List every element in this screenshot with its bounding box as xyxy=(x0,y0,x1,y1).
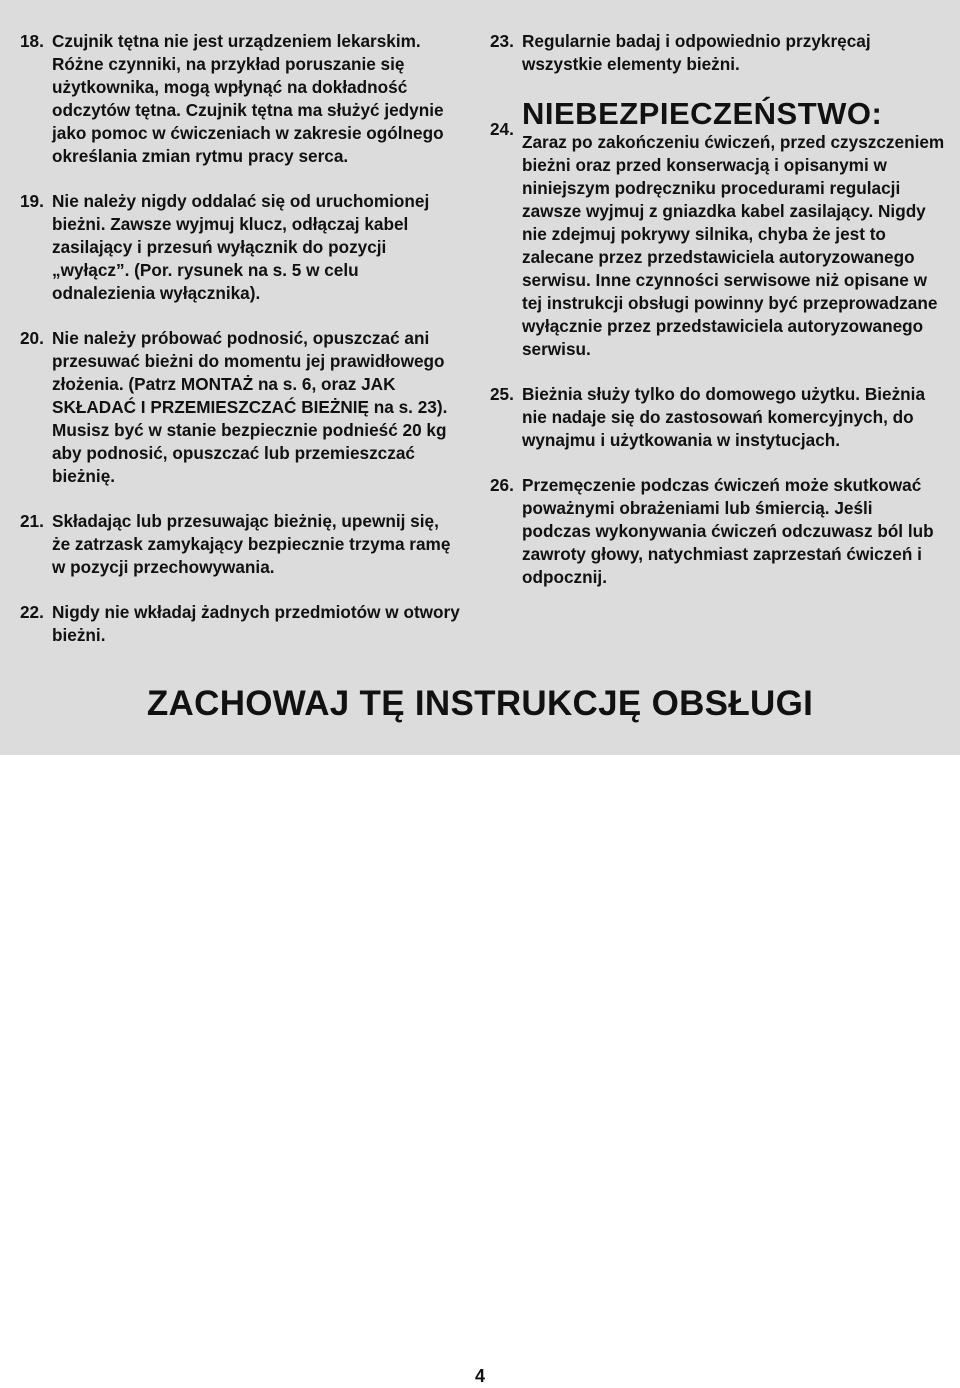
list-item xyxy=(490,474,945,589)
item-number: 26. xyxy=(490,475,514,495)
right-column xyxy=(490,30,945,611)
item-number: 21. xyxy=(20,511,44,531)
item-number: 24. xyxy=(490,119,514,139)
item-text: Zaraz po zakończeniu ćwiczeń, przed czyszczeniem bieżni oraz przed konserwacją i opisanymi w niniejszym podręczniku procedurami regulacji zawsze wyjmuj z gniazdka kabel zasilający. Nigdy nie zdejmuj pokrywy silnika, chyba że jest to zalecane przez przedstawiciela autoryzowanego serwisu. Inne czynności serwisowe niż opisane w tej instrukcji obsługi powinny być przeprowadzane wyłącznie przez przedstawiciela autoryzowanego serwisu. xyxy=(522,132,945,359)
danger-heading: NIEBEZPIECZEŃSTWO: xyxy=(522,96,883,131)
item-number: 25. xyxy=(490,384,514,404)
item-text: Czujnik tętna nie jest urządzeniem lekarskim. Różne czynniki, na przykład poruszanie się użytkownika, mogą wpłynąć na dokładność odczytów tętna. Czujnik tętna ma służyć jedynie jako pomoc w ćwiczeniach w zakresie ogólnego określania zmian rytmu pracy serca. xyxy=(52,31,444,166)
item-number: 23. xyxy=(490,31,514,51)
item-number: 20. xyxy=(20,328,44,348)
item-text: Składając lub przesuwając bieżnię, upewnij się, że zatrzask zamykający bezpiecznie trzyma ramę w pozycji przechowywania. xyxy=(52,511,451,577)
list-item xyxy=(20,601,460,647)
list-item xyxy=(20,327,460,488)
item-text: Nigdy nie wkładaj żadnych przedmiotów w otwory bieżni. xyxy=(52,602,460,645)
list-item xyxy=(490,383,945,452)
footer-title: ZACHOWAJ TĘ INSTRUKCJĘ OBSŁUGI xyxy=(146,684,814,723)
item-number: 22. xyxy=(20,602,44,622)
list-item xyxy=(20,190,460,305)
list-item xyxy=(20,30,460,168)
list-item xyxy=(490,30,945,76)
item-number: 19. xyxy=(20,191,44,211)
item-text: Przemęczenie podczas ćwiczeń może skutkować poważnymi obrażeniami lub śmiercią. Jeśli podczas wykonywania ćwiczeń odczuwasz ból lub zawroty głowy, natychmiast zaprzestań ćwiczeń i odpocznij. xyxy=(522,475,934,587)
item-text: Bieżnia służy tylko do domowego użytku. Bieżnia nie nadaje się do zastosowań komercyjnych, do wynajmu i użytkowania w instytucjach. xyxy=(522,384,926,450)
danger-item xyxy=(490,98,945,361)
page-number: 4 xyxy=(474,1366,485,1386)
left-column xyxy=(20,30,460,669)
item-text: Nie należy nigdy oddalać się od uruchomionej bieżni. Zawsze wyjmuj klucz, odłączaj kabel zasilający i przesuń wyłącznik do pozycji „wyłącz”. (Por. rysunek na s. 5 w celu odnalezienia wyłącznika). xyxy=(52,191,430,303)
item-number: 18. xyxy=(20,31,44,51)
item-text: Regularnie badaj i odpowiednio przykręcaj wszystkie elementy bieżni. xyxy=(522,31,871,74)
item-text: Nie należy próbować podnosić, opuszczać ani przesuwać bieżni do momentu jej prawidłowego złożenia. (Patrz MONTAŻ na s. 6, oraz JAK SKŁADAĆ I PRZEMIESZCZAĆ BIEŻNIĘ na s. 23). Musisz być w stanie bezpiecznie podnieść 20 kg aby podnosić, opuszczać lub przemieszczać bieżnię. xyxy=(52,328,448,486)
list-item xyxy=(20,510,460,579)
